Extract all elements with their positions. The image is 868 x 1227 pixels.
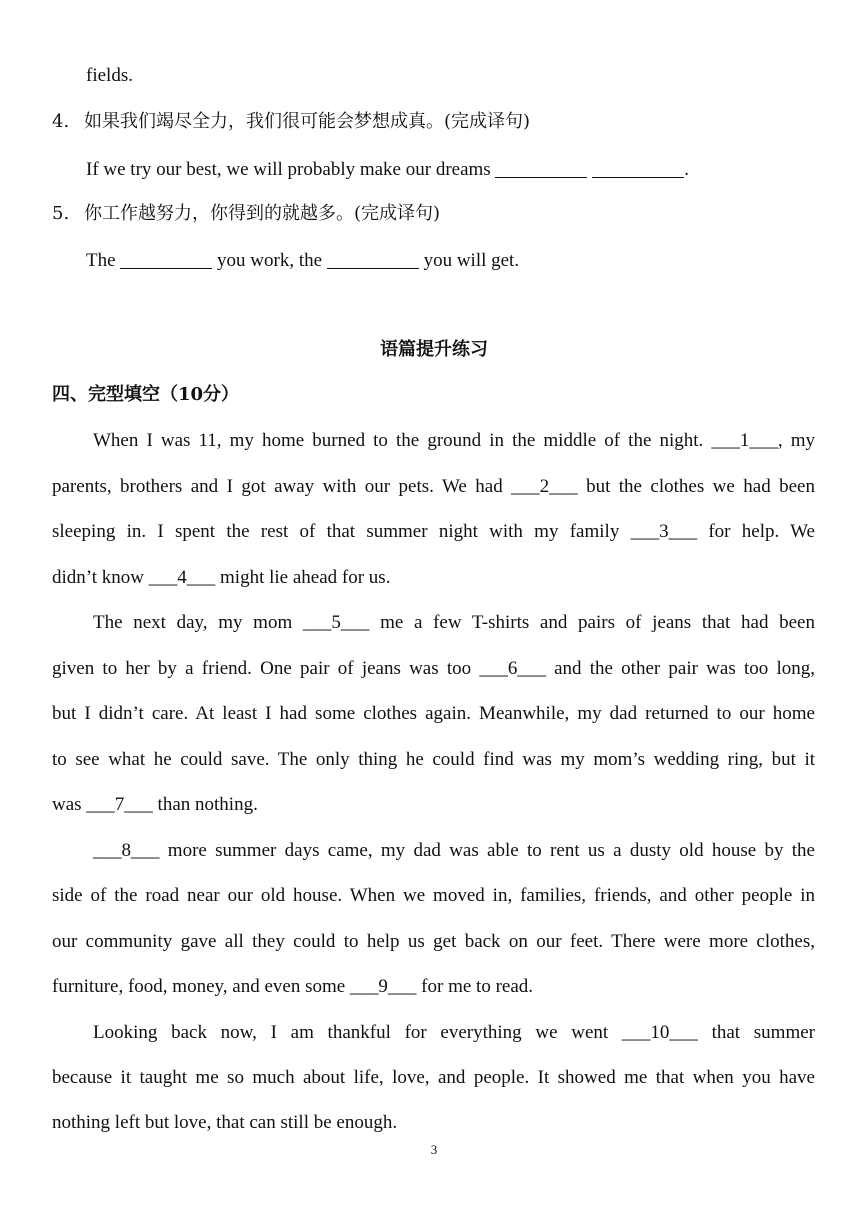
passage-p1-line-3: sleeping in. I spent the rest of that summer night with my family ___3___ for help. We	[52, 521, 815, 542]
q5-part2: you work, the	[217, 250, 323, 271]
q5-prompt: 你工作越努力，你得到的就越多。(完成译句)	[84, 203, 441, 224]
passage-p2-line-2: given to her by a friend. One pair of jeans was too ___6___ and the other pair was too long,	[52, 658, 815, 679]
q4-sentence-end: .	[684, 159, 689, 180]
passage-p4-line-3: nothing left but love, that can still be enough.	[52, 1112, 398, 1133]
passage-p3-line-3: our community gave all they could to help us get back on our feet. There were more clothes,	[52, 931, 815, 952]
q5-part1: The	[86, 250, 116, 271]
passage-p1-line-2: parents, brothers and I got away with our pets. We had ___2___ but the clothes we had been	[52, 476, 815, 497]
passage-p3-line-2: side of the road near our old house. When we moved in, families, friends, and other people in	[52, 885, 815, 906]
q4-blank-2[interactable]	[592, 159, 684, 178]
section-heading: 四、完型填空（10分）	[52, 384, 240, 405]
passage-p2-line-5: was ___7___ than nothing.	[52, 794, 258, 815]
passage-p2-line-4: to see what he could save. The only thing he could find was my mom’s wedding ring, but it	[52, 749, 815, 770]
q5-blank-1[interactable]	[120, 250, 212, 269]
q4-blank-1[interactable]	[495, 159, 587, 178]
passage-p3-line-1: ___8___ more summer days came, my dad was able to rent us a dusty old house by the	[93, 840, 815, 861]
q4-sentence-start: If we try our best, we will probably make our dreams	[86, 159, 491, 180]
passage-p2-line-3: but I didn’t care. At least I had some clothes again. Meanwhile, my dad returned to our home	[52, 703, 815, 724]
passage-p1-line-4: didn’t know ___4___ might lie ahead for us.	[52, 567, 391, 588]
q5-sentence	[86, 247, 519, 273]
section-title: 语篇提升练习	[380, 339, 488, 360]
q5-number: 5.	[52, 203, 70, 224]
passage-p1-line-1: When I was 11, my home burned to the ground in the middle of the night. ___1___, my	[93, 430, 815, 451]
q4-prompt-line	[52, 110, 530, 134]
q5-part3: you will get.	[423, 250, 520, 271]
page-number: 3	[430, 1142, 438, 1157]
q3-tail: fields.	[86, 65, 133, 86]
q4-number: 4.	[52, 111, 70, 132]
passage-p4-line-1: Looking back now, I am thankful for everything we went ___10___ that summer	[93, 1022, 815, 1043]
q5-blank-2[interactable]	[327, 250, 419, 269]
passage-p3-line-4: furniture, food, money, and even some ___9___ for me to read.	[52, 976, 534, 997]
passage-p4-line-2: because it taught me so much about life, love, and people. It showed me that when you have	[52, 1067, 815, 1088]
q4-prompt: 如果我们竭尽全力，我们很可能会梦想成真。(完成译句)	[84, 111, 531, 132]
q4-sentence	[86, 156, 689, 182]
passage-p2-line-1: The next day, my mom ___5___ me a few T-shirts and pairs of jeans that had been	[93, 612, 815, 633]
q5-prompt-line	[52, 202, 440, 226]
